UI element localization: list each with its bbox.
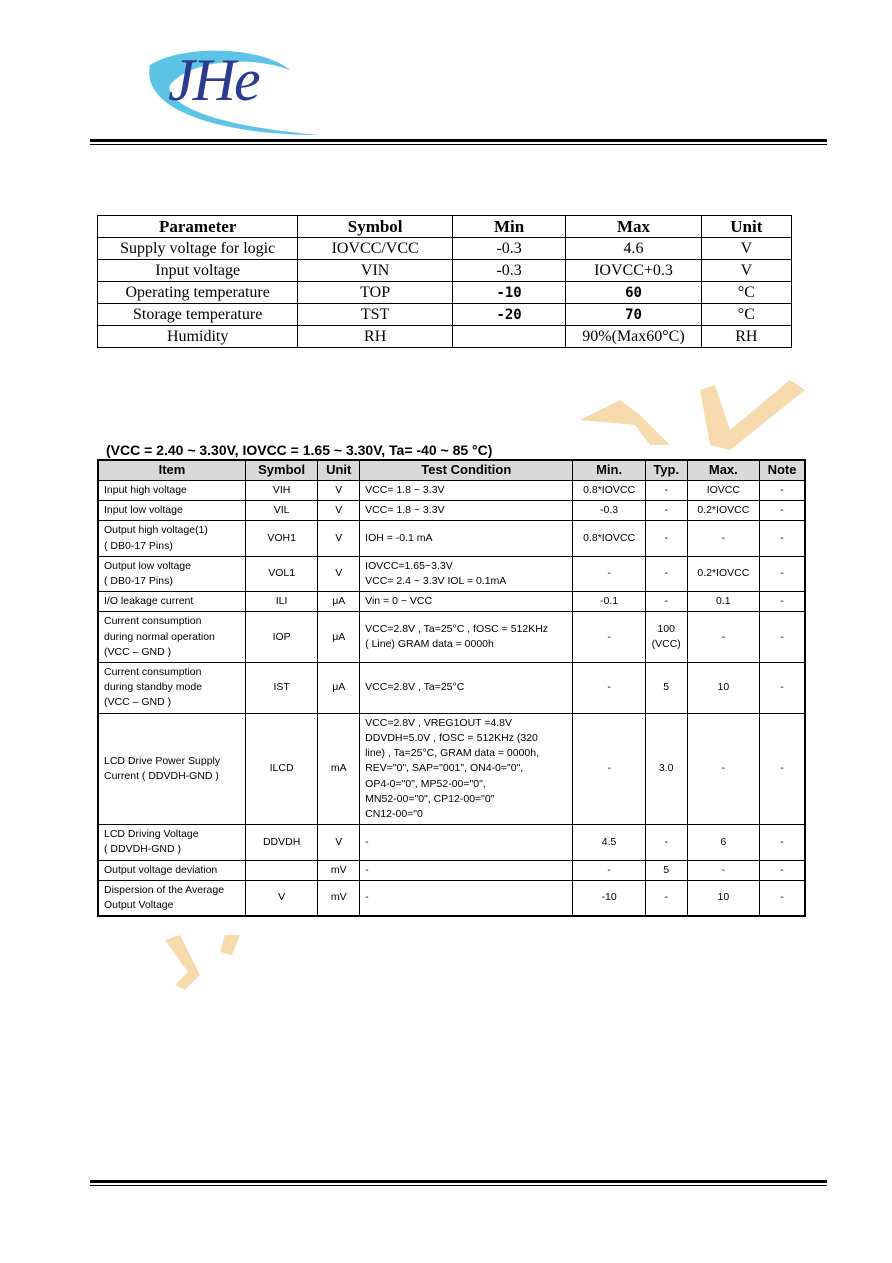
dc-conditions-caption: (VCC = 2.40 ~ 3.30V, IOVCC = 1.65 ~ 3.30V, Ta= -40 ~ 85 °C): [106, 442, 493, 458]
cell-max: 10: [687, 663, 759, 714]
cell-note: -: [760, 592, 805, 612]
cell-typ: -: [645, 825, 687, 860]
cell-note: -: [760, 860, 805, 880]
cell-unit: V: [318, 480, 360, 500]
logo-text: JHe: [168, 47, 259, 113]
table-row: [98, 880, 805, 916]
table-row: [98, 304, 792, 326]
cell-symbol: RH: [298, 326, 453, 348]
cell-note: -: [760, 825, 805, 860]
cell-unit: °C: [701, 282, 791, 304]
col-header-max: Max.: [687, 460, 759, 480]
cell-symbol: TST: [298, 304, 453, 326]
cell-min: -0.3: [452, 260, 565, 282]
cell-max: -: [687, 612, 759, 663]
cell-unit: mV: [318, 880, 360, 916]
table-row: [98, 501, 805, 521]
cell-unit: °C: [701, 304, 791, 326]
cell-typ: 3.0: [645, 713, 687, 825]
table-header-row: [98, 216, 792, 238]
cell-param: Humidity: [98, 326, 298, 348]
cell-param: Supply voltage for logic: [98, 238, 298, 260]
cell-typ: 100 (VCC): [645, 612, 687, 663]
cell-symbol: VIN: [298, 260, 453, 282]
cell-note: -: [760, 713, 805, 825]
cell-unit: V: [701, 238, 791, 260]
cell-min: -20: [452, 304, 565, 326]
cell-min: -0.1: [573, 592, 645, 612]
cell-item: Input high voltage: [98, 480, 245, 500]
cell-unit: V: [318, 521, 360, 556]
col-header-min: Min: [452, 216, 565, 238]
footer-rule: [90, 1180, 827, 1183]
cell-max: -: [687, 521, 759, 556]
cell-max: IOVCC+0.3: [566, 260, 701, 282]
cell-symbol: DDVDH: [245, 825, 317, 860]
cell-test-condition: -: [360, 860, 573, 880]
cell-symbol: VOH1: [245, 521, 317, 556]
cell-item: LCD Driving Voltage ( DDVDH-GND ): [98, 825, 245, 860]
cell-test-condition: VCC= 1.8 ~ 3.3V: [360, 480, 573, 500]
cell-max: 10: [687, 880, 759, 916]
header-rule: [90, 139, 827, 142]
cell-min: -: [573, 860, 645, 880]
cell-unit: V: [318, 556, 360, 591]
cell-min: -: [573, 612, 645, 663]
cell-min: 0.8*IOVCC: [573, 480, 645, 500]
cell-unit: V: [318, 501, 360, 521]
watermark-bottom: [160, 930, 260, 1000]
cell-max: IOVCC: [687, 480, 759, 500]
cell-unit: μA: [318, 592, 360, 612]
watermark-top: [580, 360, 810, 450]
cell-item: Output high voltage(1) ( DB0-17 Pins): [98, 521, 245, 556]
cell-max: 60: [566, 282, 701, 304]
cell-symbol: IOVCC/VCC: [298, 238, 453, 260]
table-row: [98, 326, 792, 348]
cell-item: Output low voltage ( DB0-17 Pins): [98, 556, 245, 591]
cell-symbol: ILCD: [245, 713, 317, 825]
cell-unit: V: [318, 825, 360, 860]
cell-note: -: [760, 501, 805, 521]
table-row: [98, 556, 805, 591]
cell-param: Operating temperature: [98, 282, 298, 304]
cell-max: 6: [687, 825, 759, 860]
cell-unit: V: [701, 260, 791, 282]
cell-unit: mA: [318, 713, 360, 825]
col-header-unit: Unit: [318, 460, 360, 480]
cell-typ: -: [645, 521, 687, 556]
cell-typ: 5: [645, 860, 687, 880]
cell-typ: -: [645, 592, 687, 612]
cell-item: Current consumption during normal operation (VCC – GND ): [98, 612, 245, 663]
cell-symbol: ILI: [245, 592, 317, 612]
cell-item: Current consumption during standby mode (VCC – GND ): [98, 663, 245, 714]
cell-max: 0.2*IOVCC: [687, 501, 759, 521]
absolute-max-table: [97, 215, 792, 348]
table-row: [98, 238, 792, 260]
cell-item: Output voltage deviation: [98, 860, 245, 880]
cell-item: Dispersion of the Average Output Voltage: [98, 880, 245, 916]
cell-test-condition: -: [360, 880, 573, 916]
table-row: [98, 825, 805, 860]
cell-symbol: VIL: [245, 501, 317, 521]
cell-typ: -: [645, 501, 687, 521]
cell-note: -: [760, 663, 805, 714]
col-header-typ: Typ.: [645, 460, 687, 480]
cell-test-condition: -: [360, 825, 573, 860]
col-header-item: Item: [98, 460, 245, 480]
table-row: [98, 282, 792, 304]
cell-param: Input voltage: [98, 260, 298, 282]
cell-min: -0.3: [452, 238, 565, 260]
table-row: [98, 521, 805, 556]
col-header-symbol: Symbol: [298, 216, 453, 238]
table-header-row: [98, 460, 805, 480]
cell-typ: -: [645, 556, 687, 591]
cell-min: -0.3: [573, 501, 645, 521]
cell-note: -: [760, 480, 805, 500]
cell-typ: -: [645, 480, 687, 500]
cell-typ: 5: [645, 663, 687, 714]
cell-min: -: [573, 713, 645, 825]
cell-unit: RH: [701, 326, 791, 348]
cell-note: -: [760, 880, 805, 916]
cell-max: 0.1: [687, 592, 759, 612]
cell-max: 90%(Max60°C): [566, 326, 701, 348]
cell-unit: μA: [318, 612, 360, 663]
cell-symbol: VOL1: [245, 556, 317, 591]
cell-symbol: V: [245, 880, 317, 916]
cell-max: 0.2*IOVCC: [687, 556, 759, 591]
cell-unit: mV: [318, 860, 360, 880]
cell-max: 70: [566, 304, 701, 326]
cell-item: I/O leakage current: [98, 592, 245, 612]
cell-test-condition: VCC= 1.8 ~ 3.3V: [360, 501, 573, 521]
cell-test-condition: VCC=2.8V , VREG1OUT =4.8V DDVDH=5.0V , fOSC = 512KHz (320 line) , Ta=25°C, GRAM data = 0000h, REV="0", SAP="001", ON4-0="0", OP4-0="0", MP52-00="0", MN52-00="0", CP12-00="0" CN12-00="0: [360, 713, 573, 825]
col-header-unit: Unit: [701, 216, 791, 238]
cell-note: -: [760, 612, 805, 663]
cell-symbol: VIH: [245, 480, 317, 500]
table-row: [98, 713, 805, 825]
col-header-max: Max: [566, 216, 701, 238]
cell-max: -: [687, 860, 759, 880]
cell-min: -10: [573, 880, 645, 916]
table-row: [98, 860, 805, 880]
dc-characteristics-table: [97, 459, 806, 917]
cell-param: Storage temperature: [98, 304, 298, 326]
col-header-test-condition: Test Condition: [360, 460, 573, 480]
cell-note: -: [760, 521, 805, 556]
cell-test-condition: VCC=2.8V , Ta=25°C: [360, 663, 573, 714]
cell-max: 4.6: [566, 238, 701, 260]
cell-min: -: [573, 663, 645, 714]
table-row: [98, 260, 792, 282]
cell-symbol: TOP: [298, 282, 453, 304]
col-header-symbol: Symbol: [245, 460, 317, 480]
col-header-parameter: Parameter: [98, 216, 298, 238]
cell-min: 4.5: [573, 825, 645, 860]
cell-test-condition: IOH = -0.1 mA: [360, 521, 573, 556]
cell-min: -: [573, 556, 645, 591]
cell-min: 0.8*IOVCC: [573, 521, 645, 556]
cell-min: [452, 326, 565, 348]
cell-item: Input low voltage: [98, 501, 245, 521]
table-row: [98, 480, 805, 500]
table-row: [98, 612, 805, 663]
cell-test-condition: Vin = 0 ~ VCC: [360, 592, 573, 612]
cell-symbol: IST: [245, 663, 317, 714]
cell-typ: -: [645, 880, 687, 916]
cell-test-condition: IOVCC=1.65~3.3V VCC= 2.4 ~ 3.3V IOL = 0.1mA: [360, 556, 573, 591]
cell-symbol: [245, 860, 317, 880]
table-row: [98, 592, 805, 612]
col-header-min: Min.: [573, 460, 645, 480]
footer-rule-thin: [90, 1185, 827, 1186]
cell-max: -: [687, 713, 759, 825]
header-rule-thin: [90, 144, 827, 145]
cell-note: -: [760, 556, 805, 591]
cell-test-condition: VCC=2.8V , Ta=25°C , fOSC = 512KHz ( Line) GRAM data = 0000h: [360, 612, 573, 663]
cell-min: -10: [452, 282, 565, 304]
col-header-note: Note: [760, 460, 805, 480]
cell-unit: μA: [318, 663, 360, 714]
cell-symbol: IOP: [245, 612, 317, 663]
table-row: [98, 663, 805, 714]
cell-item: LCD Drive Power Supply Current ( DDVDH-GND ): [98, 713, 245, 825]
